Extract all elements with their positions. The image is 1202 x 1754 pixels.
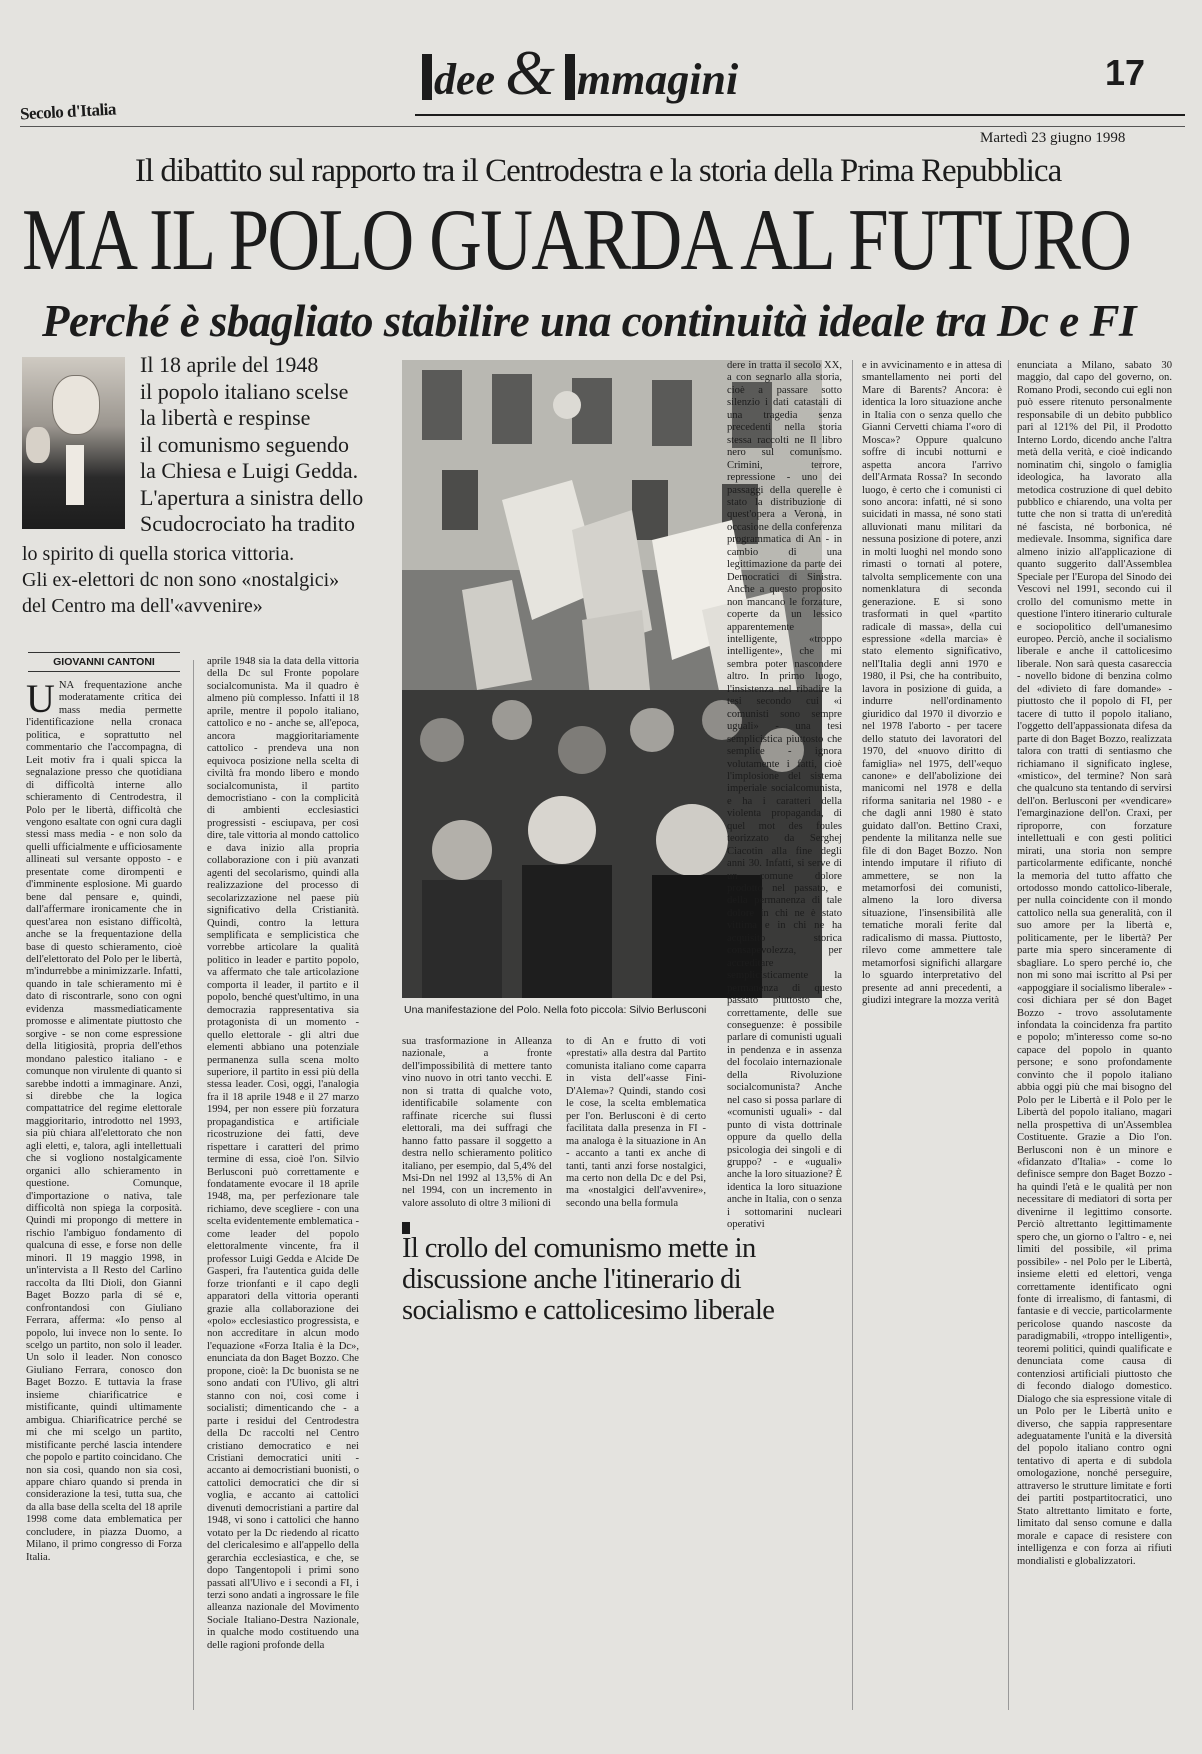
column-text: to di An e frutto di voti «prestati» alla destra dal Partito comunista italiano come caparra in vista dell'«asse Fini-D'Alema»? Quindi, stando così le cose, la scelta emblematica per l'on. Berlusconi è di certo facilitata dalla presenza in FI - ma analoga è la situazione in An - accanto a tanti ex anche di tanti, tanti anzi forse nostalgici, ma certo non della Dc e del Psi, ma «nostalgici dell'avvenire», secondo una bella formula [566, 1036, 706, 1209]
portrait-face [52, 375, 100, 435]
lead-line: Il 18 aprile del 1948 [140, 352, 319, 377]
lead-paragraph-tail [22, 541, 362, 619]
byline: GIOVANNI CANTONI [28, 652, 180, 672]
column-rule [193, 660, 194, 1710]
body-column-2 [207, 656, 359, 1712]
portrait-hand [26, 427, 50, 463]
column-text: NA frequentazione anche moderatamente critica dei mass media permette l'identificazione nella cronaca politica, e soprattutto nel commentario che l'accompagna, di Leit motiv fra i quali spicca la segnalazione presso che quotidiana di difficoltà interne allo schieramento di Centrodestra, il Polo per le libertà, difficoltà che vengono esaltate con ogni cura dagli stessi mass media - e non solo da quelli ufficialmente e ufficiosamente allineati sul versante opposto - e presentate come dirompenti e d'imminente esplosione. Mi guardo bene dal pensare e, quindi, dall'affermare ironicamente che in quest'area non esistano difficoltà, anche se la frequentazione della base di questo schieramento, cioè dell'elettorato del Polo per le libertà, m'indurrebbe a minimizzarle. Infatti, quando in tale schieramento mi è dato di riscontrarle, sono con ogni evidenza massmediaticamente promosse e alimentate piuttosto che sorgive - se non come espressione della litigiosità, propria dell'ethos mondano palestico italiano - e comunque non virulente di quanto si sarebbe indotti a immaginare. Anzi, si direbbe che la logica compattatrice del regime elettorale maggioritario, introdotto nel 1993, sia più chiara all'elettorato che non agli eletti, e, talora, agli intellettuali che si vogliono nostalgicamente organici allo schieramento in questione. Comunque, d'importazione o nativa, tale difficoltà non spiega la corposità. Quindi mi propongo di mettere in rischio l'ambiguo fondamento di qualcuna di esse, e forse non delle minori. Il 19 maggio 1998, in un'intervista a Il Resto del Carlino raccolta da Ilti Dioli, don Gianni Baget Bozzo parla di sé e, confrontandosi con Giuliano Ferrara, afferma: «Io penso al popolo, lui invece non lo sente. Io scelgo un partito, non solo il leader. Un solo il leader. Non conosco Giuliano Ferrara, conosco don Baget Bozzo. E tuttavia la frase insieme chiarificatrice e mistificante, quindi ultimamente ambigua. Chiarificatrice perché se mi che mi scelgo un partito, mistificante perché lascia intendere che popolo e partito coincidano. Che non sia così, quando non sia così, appare chiaro quando si prenda in considerazione la tesi, tutta sua, che da alla base della scelta del 18 aprile 1998 come data emblematica per concludere, in piazza Duomo, a Milano, il primo congresso di Forza Italia. [26, 680, 182, 1563]
lead-line: il popolo italiano scelse [140, 378, 349, 404]
lead-line: il comunismo seguendo [140, 431, 349, 457]
article-subtitle: Perché è sbagliato stabilire una continuità ideale tra Dc e FI [42, 296, 1136, 346]
column-text: aprile 1948 sia la data della vittoria della Dc sul Fronte popolare socialcomunista. Ma il quadro è almeno più complesso. Infatti il 18 aprile, mentre il popolo italiano, cattolico e no - anche se, all'epoca, ancora maggioritariamente cattolico - prendeva una non equivoca posizione nella scelta di civiltà fra mondo libero e mondo socialcomunista, il partito democristiano - con la complicità di ambienti ecclesiastici progressisti - esciupava, per così dire, tale vittoria al mondo cattolico e dava inizio alla propria collaborazione con i più avanzati agenti del secolarismo, quindi alla realizzazione del processo di secolarizzazione nel paese più significativo della Cristianità. Quindi, contro la lettura semplificata e semplicistica che vorrebbe articolare la qualità politico in leader e partito popolo, va affermato che tale articolazione comporta il leader, il partito e il popolo, benché quest'ultimo, in una democrazia rappresentativa sia protagonista di un momento - quello elettorale - gli altri due elementi abbiano una potenziale permanenza sulla scena molto superiore, il partito in essi più della stessa leader. Così, oggi, l'analogia fra il 18 aprile 1948 e il 27 marzo 1994, per non essere più forzatura propagandistica e artificiale ricostruzione dei fatti, deve rispettare i caratteri del primo termine di essa, cioè l'on. Silvio Berlusconi può correttamente e fondatamente evocare il 18 aprile 1948, ma, per perfezionare tale richiamo, deve scegliere - con una scelta evidentemente emblematica - come leader del popolo elettoralmente vincente, fra il professor Luigi Gedda e Alcide De Gasperi, fra l'autentica guida delle forze trionfanti e il capo degli apparatori della vittoria operanti grazie alla collaborazione dei «polo» ecclesiastico progressista, e non accreditare in alcun modo l'equazione «Forza Italia è la Dc», enunciata da don Baget Bozzo. Che propone, cioè: la Dc buonista se ne sono andati con l'Ulivo, gli altri stanno con noi, così come i socialisti; dimenticando che - a parte i residui del Centrodestra della Dc raccolti nel Centro cristiano democratico e nei Cristiani democratici uniti - accanto ai democristiani buonisti, o cattolici democratici che dir si voglia, e accanto ai cattolici divenuti democristiani a partire dal 1948, vi sono i cattolici che hanno votato per la Dc riedendo al ricatto del clericalesimo e all'appello della gerarchia ecclesiastica, e che, se dopo Tangentopoli i primi sono passati all'Ulivo e i secondi a FI, i terzi sono andati a ingrossare le file alleanza nazionale del Movimento Sociale Italiano-Destra Nazionale, in qualche modo costituendo una delle ragioni profonde della [207, 656, 359, 1651]
lead-line: la Chiesa e Luigi Gedda. [140, 458, 359, 483]
lead-line: Gli ex-elettori dc non sono «nostalgici» [22, 569, 340, 591]
column-text: dere in tratta il secolo XX, a con segnarlo alla storia, cioè a passare sotto silenzio i dati catastali di una tragedia senza precedenti nella storia stessa raccolti ne Il libro nero sul comunismo. Crimini, terrore, repressione - uno dei passaggi della querelle è stato la distribuzione di quest'opera a Verona, in occasione della conferenza programmatica di An - in cambio di una legittimazione da parte dei Democratici di Sinistra. Anche a questo proposito non mancano le forzature, coperte da un lessico apparentemente intelligente, «troppo intelligente», che mi sembra poter nascondere altro. In primo luogo, l'insistenza nel ribadire la tesi secondo cui «i comunisti sono sempre uguali» - una tesi semplicistica piuttosto che semplice - ignora volutamente i fatti, cioè l'implosione del sistema imperiale socialcomunista, e ha i caratteri della violenta propaganda, di quel mot des foules teorizzato da Serghej Ciacotin alla fine degli anni 30. Infatti, si serve di un comune dolore prodotto nel passato, e della permanenza di tale dolore in chi ne è stato vittima e in chi ne ha acquisito storica consapevolezza, per accreditare semplicisticamente la permanenza di questo passato piuttosto che, correttamente, delle sue conseguenze: è possibile parlare di comunisti uguali in pendenza e in assenza del focolaio internazionale della Rivoluzione socialcomunista? Anche nel caso si possa parlare di «comunisti uguali» - dal punto di vista dottrinale oppure da quello della psicologia dei singoli e di gruppo? - e «uguali» anche la loro situazione? È identica la loro situazione anche in Italia, con o senza i sottomarini nucleari operativi [727, 360, 842, 1231]
column-rule [852, 360, 853, 1710]
column-text: e in avvicinamento e in attesa di smantellamento nei porti del Mare di Barents? Ancora: è identica la loro situazione anche in Italia con o senza quello che Gianni Cervetti chiama l'«oro di Mosca»? Oppure qualcuno soffre di incubi notturni e aspetta ancora l'arrivo dell'Armata Rossa? In secondo luogo, è certo che i comunisti ci sono ancora: infatti, né si sono suicidati in massa, né sono stati alluvionati manu militari da nessuna posizione di potere, anzi in molti luoghi nel mondo sono rimasti o tornati al potere, talvolta semplicemente con una nomenklatura di seconda generazione. E si sono trasformati in quel «partito radicale di massa», della cui espressione «della marcia» è stato elemento significativo, nell'Italia degli anni 1970 e 1980, il Psi, che ha contribuito, lavora in posizione di guida, a indurre nell'ordinamento giuridico dal 1970 il divorzio e nel 1978 l'aborto - per tacere dello statuto dei lavoratori del 1970, del «nuovo diritto di famiglia» nel 1975, dell'«equo canone» e dell'abolizione dei manicomi nel 1978 e della riforma sanitaria nel 1980 - e che dagli anni 1980 è stato guidato dall'on. Bettino Craxi, pendente la militanza nelle sue file di don Baget Bozzo. Non intendo imputare il rifiuto di ammettere, se non la metamorfosi dei comunisti, almeno la loro diversa situazione, l'insensibilità alle tematiche morali ferite dal radicalismo di massa. Piuttosto, rilevo come ammettere tale metamorfosi significhi allargare lo sguardo interpretativo del presente ad anni precedenti, a giudizi integrare la mozza verità [862, 360, 1002, 1007]
header-rule-thin [20, 126, 1185, 127]
column-text: enunciata a Milano, sabato 30 maggio, dal capo del governo, on. Romano Prodi, secondo cui egli non può essere ritenuto personalmente responsabile di un debito pubblico pari al 121% del Pil, il Prodotto Interno Lordo, dicendo anche l'altra metà della verità, e cioè indicando nominatim chi, singolo o famiglia ideologica, ha lavorato alla metodica costruzione di quel debito pubblico e chiarendo, una volta per tutte che non si tratta di un'eredità né fascista, né borbonica, né medievale. Insomma, significa dare almeno inizio all'applicazione di quanto suggerito dall'Assemblea Speciale per l'Europa del Sinodo dei Vescovi nel 1991, secondo cui il crollo del comunismo mette in questione l'intero itinerario culturale e sociopolitico dell'umanesimo europeo. Perciò, anche il socialismo liberale e anche il cattolicesimo liberale. Non sarà questa casareccia - novello bidone di benzina colmo del «divieto di fare domande» - piuttosto che il popolo di FI, per tacere di tutto il popolo italiano, l'oggetto dell'appassionata difesa da parte di don Baget Bozzo, realizzata talora con tratti di sentiasmo che richiamano il significato inglese, «mistico», del termine? Non sarà che qualcuno sta tentando di servirsi dell'on. Berlusconi per «vendicare» l'emarginazione dell'on. Craxi, per riproporre, con forzature intellettuali e con gesti politici mirati, una storia non sempre particolarmente edificante, nonché la memoria del tutto affatto che ortodosso mondo cattolico-liberale, per nulla coincidente con il mondo cattolico nella sua generalità, con il suo amore per la libertà e, politicamente, per le libertà? Per parte mia spero sinceramente di sbagliare. Lo spero perché io, che non mi sono mai iscritto al Psi per «appoggiare il socialismo liberale» - così dichiara per sé don Baget Bozzo - trovo assolutamente infondata la coincidenza fra partito e popolo; m'interesso come so-no capace del popolo in quanto persone; e sono profondamente convinto che il popolo italiano abbia oggi più che mai bisogno del Polo per le Libertà e il Polo per le Libertà del popolo italiano, magari nella prospettiva di un'Assemblea Costituente. Grazie a Dio l'on. Berlusconi non è un minore e «fidanzato d'Italia» - come lo definisce sempre don Baget Bozzo - ha quindi l'età e le qualità per non necessitare di mediatori di sorta per divenirne il legittimo consorte. Perciò altrettanto legittimamente spero che, un giorno o l'altro - e, nei limiti del possibile, «il prima possibile» - nel Polo per le Libertà, insieme eletti ed elettori, venga correttamente identificato ogni fonte di irrealismo, di fantasmi, di fantasie e di veccie, particolarmente pericolose quando nascoste da paradigmabili, «troppo intelligenti», teoremi politici, quindi qualificate e denunciata come causa di contenziosi artificiali piuttosto che di fecondo dialogo domestico. Dialogo che sia espressione vitale di un Polo per le Libertà unito e diverso, che sappia rappresentare adeguatamente l'unità e la diversità del popolo italiano contro ogni tentativo di aperta e di subdola omologazione, nonché perseguire, attraverso le strutture limitate e forti dei partiti postpartitocratici, uno Stato altrettanto limitato e forte, limitato dal senso comune e dalla morale e capace di resistere con intelligenza e con forza ai rifiuti mondialisti e globalizzatori. [1017, 360, 1172, 1567]
lead-line: la libertà e respinse [140, 405, 311, 430]
drop-cap: U [26, 676, 55, 721]
lead-paragraph [140, 352, 380, 538]
body-column-5 [727, 360, 842, 1231]
lead-line: L'apertura a sinistra dello [140, 484, 364, 510]
page-number: 17 [1105, 52, 1146, 93]
body-column-3 [402, 1036, 552, 1209]
section-capital-i-2 [565, 54, 575, 100]
body-column-4 [566, 1036, 706, 1209]
article-kicker: Il dibattito sul rapporto tra il Centrodestra e la storia della Prima Repubblica [135, 153, 1062, 189]
paper-name: Secolo d'Italia [19, 99, 117, 124]
lead-line: del Centro ma dell'«avvenire» [22, 595, 263, 617]
column-rule [1008, 360, 1009, 1710]
portrait-shirt [66, 445, 84, 505]
article-title: MA IL POLO GUARDA AL FUTURO [22, 192, 1131, 289]
section-title-first: dee [434, 55, 496, 104]
issue-date: Martedì 23 giugno 1998 [980, 130, 1126, 146]
photo-caption: Una manifestazione del Polo. Nella foto piccola: Silvio Berlusconi [404, 1004, 707, 1016]
body-column-7 [1017, 360, 1172, 1700]
section-ampersand: & [505, 37, 555, 108]
section-title [422, 36, 738, 110]
masthead [20, 14, 1185, 144]
section-capital-i [422, 54, 432, 100]
pullquote: Il crollo del comunismo mette in discussione anche l'itinerario di socialismo e cattolicesimo liberale [402, 1233, 775, 1326]
body-column-6 [862, 360, 1002, 1007]
body-column-1 [26, 676, 182, 1710]
lead-line: Scudocrociato ha tradito [140, 511, 356, 536]
column-text: sua trasformazione in Alleanza nazionale, a fronte dell'impossibilità di mettere tanto vino nuovo in otri tanto vecchi. E non si tratta di qualche voto, identificabile solamente con raffinate ricerche sui flussi elettorali, ma dei suffragi che hanno fatto passare il soggetto a destra nello schieramento politico italiano, per esempio, dal 5,4% del Msi-Dn nel 1992 al 13,5% di An nel 1994, con un incremento in valore assoluto di oltre 3 milioni di [402, 1036, 552, 1209]
portrait-photo [22, 357, 125, 529]
section-title-second: mmagini [576, 55, 739, 104]
header-rule [415, 114, 1185, 116]
lead-line: lo spirito di quella storica vittoria. [22, 543, 295, 565]
